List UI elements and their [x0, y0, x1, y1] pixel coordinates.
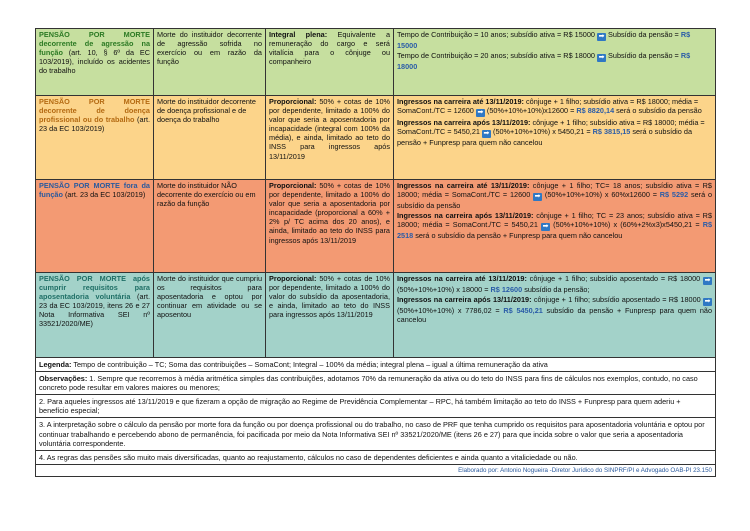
example-cell: [394, 180, 716, 273]
example-paragraph: [397, 274, 712, 294]
example-text: cônjuge + 1 filho; subsídio ativa = R$ 18000; média = SomaCont./TC = 5450,21: [397, 118, 705, 137]
example-paragraph: [397, 295, 712, 324]
example-text: (50%+10%+10%) x 60%x12600 =: [542, 190, 660, 200]
credit-row: [36, 464, 716, 476]
calculation-rule-cell: [266, 96, 394, 180]
example-text: cônjuge + 1 filho; TC= 18 anos; subsídio ativa = R$ 18000; média = SomaCont./TC = 12600: [397, 181, 712, 200]
pension-type-title: PENSÃO POR MORTE fora da função: [39, 181, 150, 200]
arrow-right-icon: ➡: [704, 298, 711, 306]
pension-type-title: PENSÃO POR MORTE após cumprir requisitos para aposentadoria voluntária: [39, 274, 150, 302]
example-text: Subsídio da pensão =: [606, 30, 681, 39]
observation-row: [36, 418, 716, 450]
example-paragraph: [397, 118, 712, 147]
example-paragraph: [397, 97, 712, 117]
observation-row: [36, 372, 716, 395]
example-text: (50%+10%+10%) x (60%+2%x3)x5450,21 =: [550, 220, 703, 230]
arrow-right-icon: ➡: [542, 223, 549, 231]
result-value: R$ 5292: [659, 190, 689, 200]
example-text: cônjuge + 1 filho; subsídio ativa = R$ 18000; média = SomaCont./TC = 12600: [397, 97, 699, 116]
result-value: R$ 5450,21: [503, 306, 543, 316]
rule-label: Proporcional:: [269, 181, 317, 190]
author-credit: Elaborado por: Antonio Nogueira -Diretor Jurídico do SINPRF/PI e Advogado OAB-PI 23.150: [36, 464, 716, 476]
observation-3: 3. A interpretação sobre o cálculo da pensão por morte fora da função ou por doença profissional ou do trabalho, no caso de PRF que tenha cumprido os requisitos para aposentadoria voluntária e optou por continuar trabalhando e percebendo abono de permanência, foi pacificada por meio da Nota Informativa SEI nº 33521/2020/ME (itens 26 e 27) para que incida sobre o valor que seria a aposentadoria voluntária correspondente.: [36, 418, 716, 450]
result-value: R$ 12600: [490, 285, 523, 294]
result-value: R$ 3815,15: [592, 127, 631, 137]
example-heading: Ingressos na carreira após 13/11/2019:: [397, 295, 532, 305]
example-paragraph: [397, 51, 712, 71]
arrow-right-icon: ➡: [477, 109, 484, 117]
example-cell: [394, 29, 716, 96]
example-text: (50%+10%+10%)x12600 =: [484, 106, 577, 116]
cause-cell: Morte do instituidor decorrente de doença profissional e de doença do trabalho: [154, 96, 266, 180]
example-text: Subsídio da pensão =: [606, 51, 681, 61]
example-text: Tempo de Contribuição = 10 anos; subsídio ativa = R$ 15000: [397, 30, 595, 39]
pension-type-reference: (art. 23 da EC 103/2019, itens 26 e 27 Nota Informativa SEI nº 33521/2020/ME): [39, 292, 150, 329]
example-text: (50%+10%+10%) x 7786,02 =: [397, 306, 504, 316]
result-value: R$ 8820,14: [576, 106, 615, 116]
example-text: será o subsídio da pensão: [614, 106, 702, 116]
calculation-rule-cell: [266, 180, 394, 273]
pension-type-reference: (art. 10, § 6º da EC 103/2019), incluído os acidentes do trabalho: [39, 48, 150, 76]
example-text: Tempo de Contribuição = 20 anos; subsídio ativa = R$ 18000: [397, 51, 595, 61]
legend-row: [36, 358, 716, 372]
legend-cell: [36, 358, 716, 372]
observation-row: [36, 395, 716, 418]
observation-4: 4. As regras das pensões são muito mais diversificadas, quanto ao reajustamento, cálculos no caso de dependentes deficientes e ainda quanto a vitaliciedade ou não.: [36, 450, 716, 464]
pension-type-cell: [36, 29, 154, 96]
example-heading: Ingressos na carreira até 13/11/2019:: [397, 97, 524, 106]
arrow-right-icon: ➡: [704, 277, 711, 284]
example-paragraph: [397, 211, 712, 240]
example-text: será o subsídio da pensão + Funpresp para quem não cancelou: [397, 127, 693, 148]
observation-cell: [36, 372, 716, 395]
pension-type-title: PENSÃO POR MORTE decorrente de agressão na função: [39, 30, 150, 58]
rule-text: 50% + cotas de 10% por dependente, limitado a 100% do valor que seria a aposentadoria por incapacidade (integral com 100% da média), e ainda, limitado ao teto do INSS para ingressos após 13/11/2019: [269, 97, 390, 161]
pension-type-cell: [36, 180, 154, 273]
table-row: [36, 180, 716, 273]
observation-1: 1. Sempre que recorremos à média aritmética simples das contribuições, adotamos 70% da remuneração da ativa ou do teto do INSS para fins de cálculos nos exemplos, contudo, no caso concreto pode resultar em valores maiores ou menores;: [39, 374, 698, 393]
pension-type-cell: [36, 96, 154, 180]
pension-type-cell: [36, 273, 154, 358]
example-cell: [394, 96, 716, 180]
pension-table: [35, 28, 716, 477]
example-text: subsídio da pensão + Funpresp para quem não cancelou: [397, 306, 712, 325]
table-row: [36, 273, 716, 358]
example-text: cônjuge + 1 filho; subsídio aposentado = R$ 18000: [531, 295, 701, 305]
rule-label: Integral plena:: [269, 30, 328, 39]
example-text: cônjuge + 1 filho; TC = 23 anos; subsídio ativa = R$ 18000; média = SomaCont./TC = 5450,21: [397, 211, 713, 230]
calculation-rule-cell: [266, 29, 394, 96]
example-text: (50%+10%+10%) x 5450,21 =: [490, 127, 593, 137]
calculation-rule-cell: [266, 273, 394, 358]
example-heading: Ingressos na carreira até 13/11/2019:: [397, 274, 527, 283]
table-row: [36, 96, 716, 180]
cause-cell: Morte do instituidor decorrente de agressão sofrida no exercício ou em razão da função: [154, 29, 266, 96]
example-heading: Ingressos na carreira após 13/11/2019:: [397, 118, 531, 128]
rule-label: Proporcional:: [269, 274, 317, 283]
result-value: R$ 18000: [397, 51, 691, 72]
rule-text: 50% + cotas de 10% por dependente, limitado a 100% do valor que seria a aposentadoria por incapacidade (proporcional a 60% + 2% p/ TC acima dos 20 anos), e ainda, limitado ao teto do INSS para ingressos após 13/11/2019: [269, 181, 390, 245]
example-paragraph: [397, 181, 712, 210]
rule-text: 50% + cotas de 10% por dependente, limitado a 100% do valor do subsídio da aposentadoria, e ainda, limitado ao teto do INSS para ingressos após 13/11/2019: [269, 274, 390, 320]
arrow-right-icon: ➡: [598, 33, 605, 40]
observation-2: 2. Para aqueles ingressos até 13/11/2019 e que fizeram a opção de migração ao Regime de Previdência Complementar – RPC, há também limitação ao teto do INSS + Funpresp para quem aderiu + benefício especial;: [36, 395, 716, 418]
pension-table-sheet: [35, 28, 715, 477]
pension-type-reference: (art. 23 da EC 103/2019): [62, 190, 146, 200]
example-text: (50%+10%+10%) x 18000 =: [397, 285, 491, 294]
example-text: será o subsídio da pensão + Funpresp para quem não cancelou: [413, 231, 623, 241]
arrow-right-icon: ➡: [534, 193, 541, 201]
observations-label: Observações:: [39, 374, 88, 384]
example-paragraph: [397, 30, 712, 50]
cause-cell: Morte do instituidor que cumpriu os requisitos para aposentadoria e optou por continuar em atividade ou se aposentou: [154, 273, 266, 358]
legend-text: Tempo de contribuição – TC; Soma das contribuições – SomaCont; Integral – 100% da média; integral plena – igual a última remuneração da ativa: [71, 360, 548, 369]
arrow-right-icon: ➡: [483, 130, 490, 138]
example-text: será o subsídio da pensão: [397, 190, 712, 211]
example-cell: [394, 273, 716, 358]
arrow-right-icon: ➡: [598, 54, 605, 62]
rule-text: Equivalente a remuneração do cargo e será vitalícia para o cônjuge ou companheiro: [269, 30, 391, 67]
legend-label: Legenda:: [39, 360, 72, 369]
example-text: cônjuge + 1 filho; subsídio aposentado = R$ 18000: [526, 274, 701, 283]
example-heading: Ingressos na carreira após 13/11/2019:: [397, 211, 534, 221]
example-text: subsídio da pensão;: [522, 285, 590, 294]
pension-type-title: PENSÃO POR MORTE decorrente de doença profissional ou do trabalho: [39, 97, 150, 125]
table-row: [36, 29, 716, 96]
result-value: R$ 15000: [397, 30, 691, 50]
pension-type-reference: (art. 23 da EC 103/2019): [39, 115, 150, 134]
rule-label: Proporcional:: [269, 97, 317, 106]
cause-cell: Morte do instituidor NÃO decorrente do exercício ou em razão da função: [154, 180, 266, 273]
example-heading: Ingressos na carreira até 13/11/2019:: [397, 181, 530, 190]
observation-row: [36, 450, 716, 464]
result-value: R$ 2518: [397, 220, 713, 241]
